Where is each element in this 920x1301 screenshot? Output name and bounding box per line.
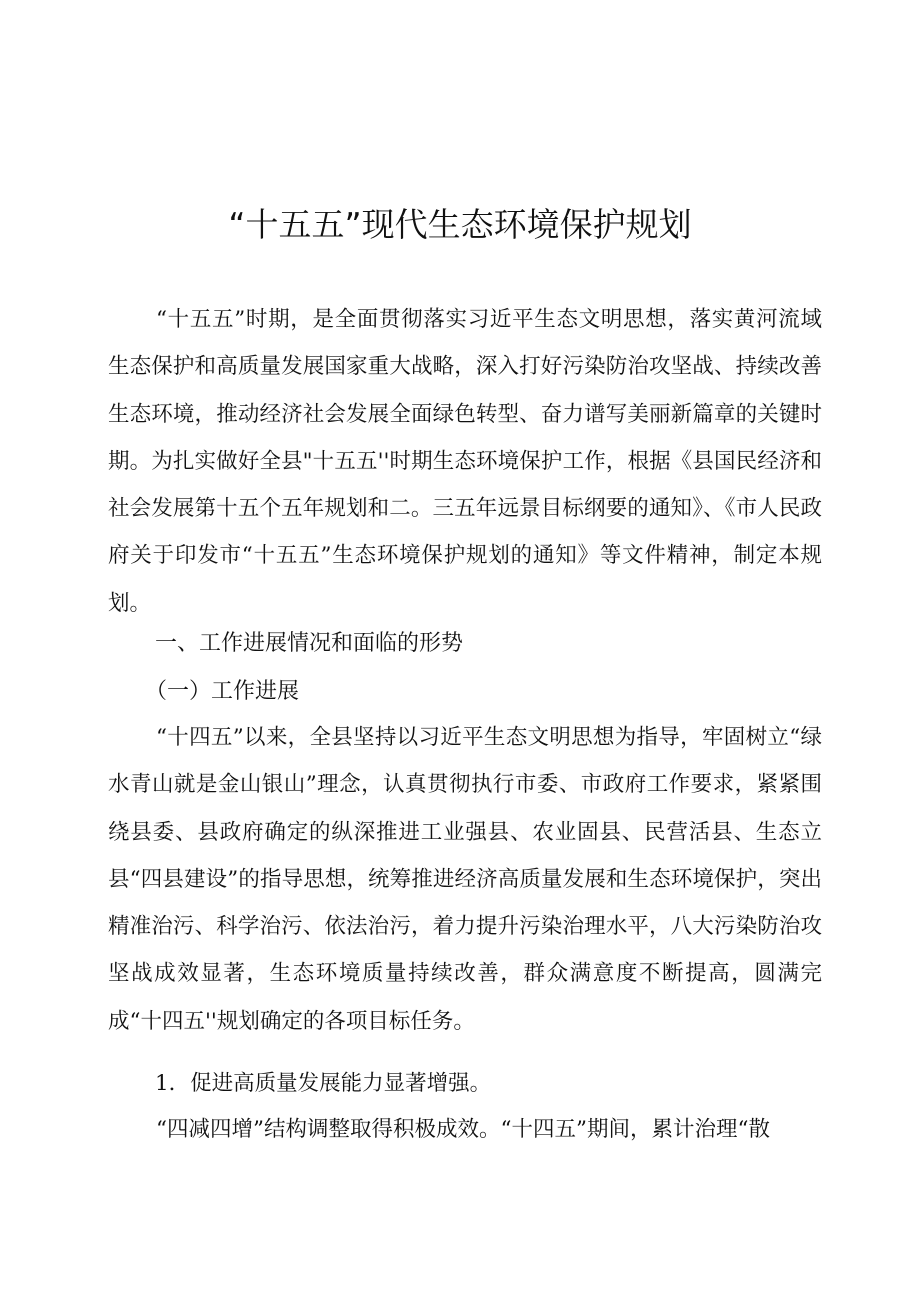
list-item-heading: 1．促进高质量发展能力显著增强。 bbox=[155, 1071, 492, 1096]
document-title: “十五五”现代生态环境保护规划 bbox=[228, 205, 692, 244]
progress-paragraph: “十四五”以来，全县坚持以习近平生态文明思想为指导，牢固树立“绿水青山就是金山银山”理念，认真贯彻执行市委、市政府工作要求，紧紧围绕县委、县政府确定的纵深推进工业强县、农业固县、民营活县、生态立县“四县建设”的指导思想，统筹推进经济高质量发展和生态环境保护，突出精准治污、科学治污、依法治污，着力提升污染治理水平，八大污染防治攻坚战成效显著，生态环境质量持续改善，群众满意度不断提高，圆满完成“十四五''规划确定的各项目标任务。 bbox=[108, 725, 822, 1034]
section-heading: 一、工作进展情况和面临的形势 bbox=[155, 631, 464, 656]
item-paragraph: “四减四增”结构调整取得积极成效。“十四五”期间，累计治理“散 bbox=[156, 1117, 770, 1142]
intro-paragraph: “十五五”时期，是全面贯彻落实习近平生态文明思想，落实黄河流域生态保护和高质量发展国家重大战略，深入打好污染防治攻坚战、持续改善生态环境，推动经济社会发展全面绿色转型、奋力谱写美丽新篇章的关键时期。为扎实做好全县"十五五''时期生态环境保护工作，根据《县国民经济和社会发展第十五个五年规划和二。三五年远景目标纲要的通知》、《市人民政府关于印发市“十五五”生态环境保护规划的通知》等文件精神，制定本规划。 bbox=[108, 307, 822, 616]
subsection-heading: （一）工作进展 bbox=[145, 679, 300, 704]
